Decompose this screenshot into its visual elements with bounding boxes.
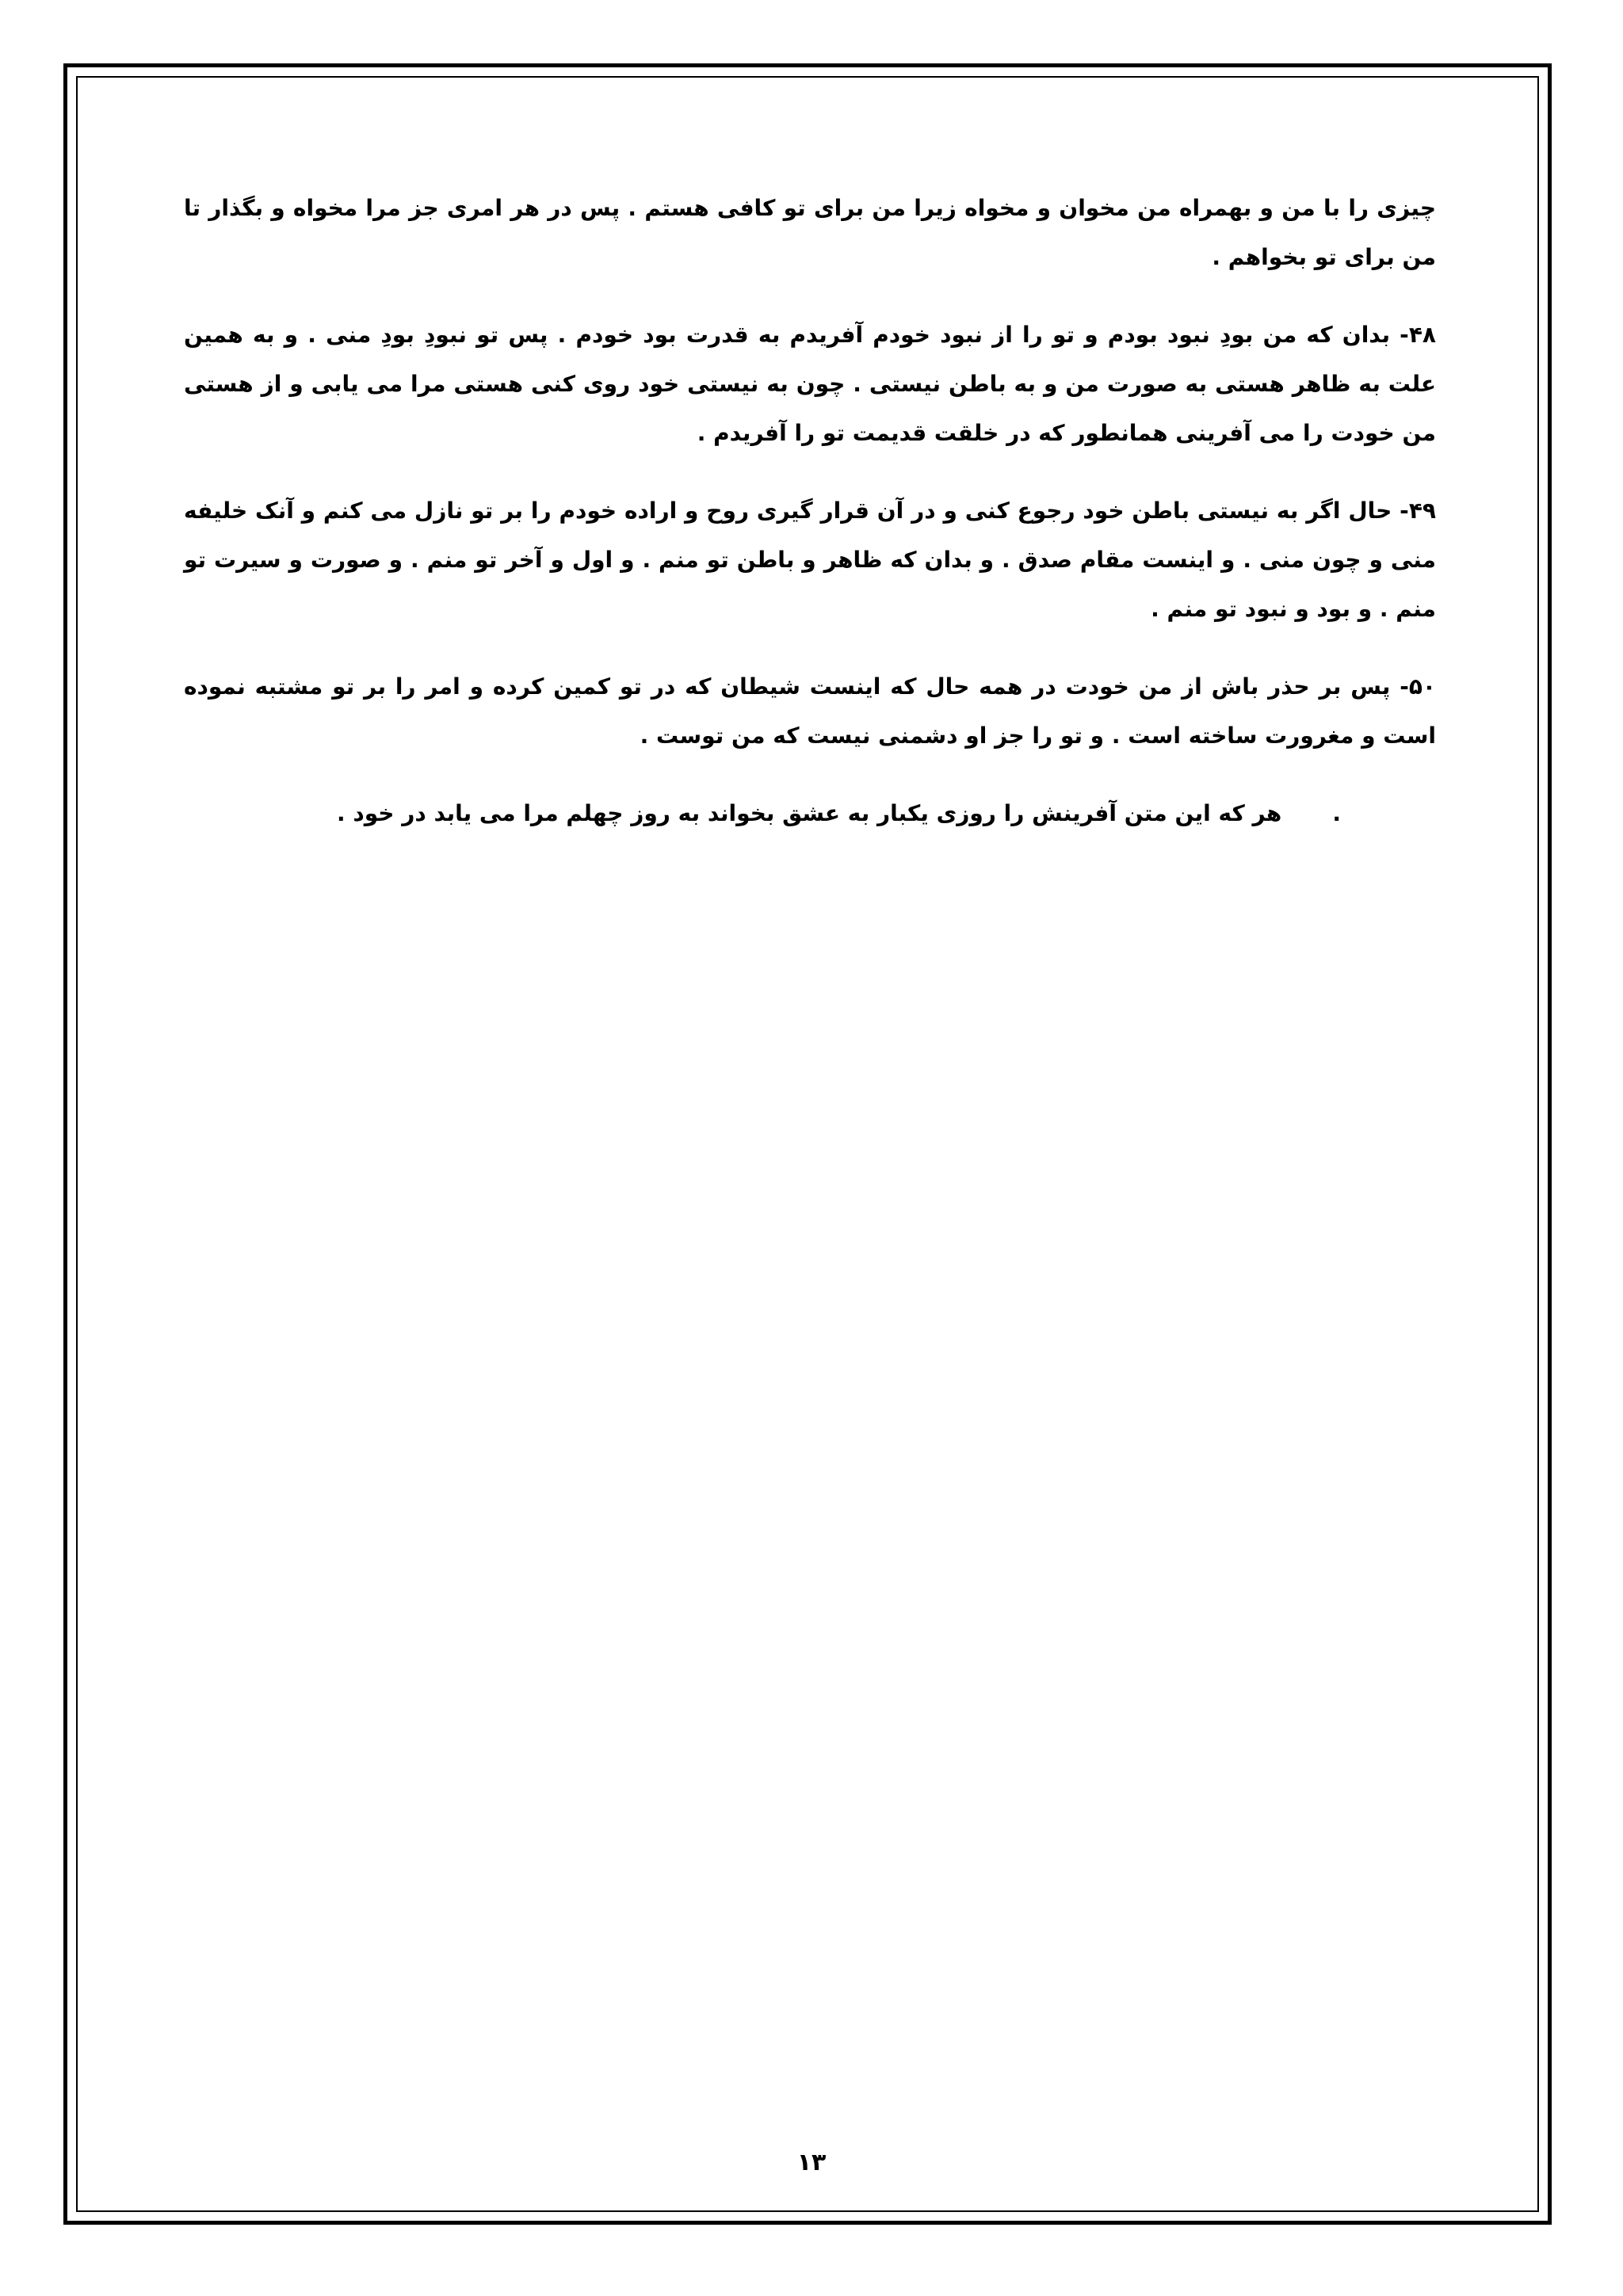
closing-text: هر که این متن آفرینش را روزی یکبار به عشق بخواند به روز چهلم مرا می یابد در خود . (336, 800, 1282, 826)
bullet-marker: . (1332, 800, 1341, 826)
paragraph-50: ۵۰- پس بر حذر باش از من خودت در همه حال که اینست شیطان که در تو کمین کرده و امر را بر تو مشتبه نموده است و مغرورت ساخته است . و تو را جز او دشمنی نیست که من توست . (184, 673, 1436, 749)
document-body (184, 184, 1436, 838)
paragraph-48: ۴۸- بدان که من بودِ نبود بودم و تو را از نبود خودم آفریدم به قدرت بود خودم . پس تو نبودِ بودِ منی . و به همین علت به ظاهر هستی به صورت من و به باطن نیستی . چون به نیستی خود روی کنی هستی مرا می یابی و از هستی من خودت را می آفرینی همانطور که در خلقت قدیمت تو را آفریدم . (184, 322, 1436, 446)
paragraph-49: ۴۹- حال اگر به نیستی باطن خود رجوع کنی و در آن قرار گیری روح و اراده خودم را بر تو نازل می کنم و آنک خلیفه منی و چون منی . و اینست مقام صدق . و بدان که ظاهر و باطن تو منم . و اول و آخر تو منم . و صورت و سیرت تو منم . و بود و نبود تو منم . (184, 498, 1436, 622)
closing-line (184, 789, 1436, 838)
paragraph-intro: چیزی را با من و بهمراه من مخوان و مخواه زیرا من برای تو کافی هستم . پس در هر امری جز مرا مخواه و بگذار تا من برای تو بخواهم . (184, 195, 1436, 270)
page-number: ۱۳ (796, 2149, 827, 2176)
